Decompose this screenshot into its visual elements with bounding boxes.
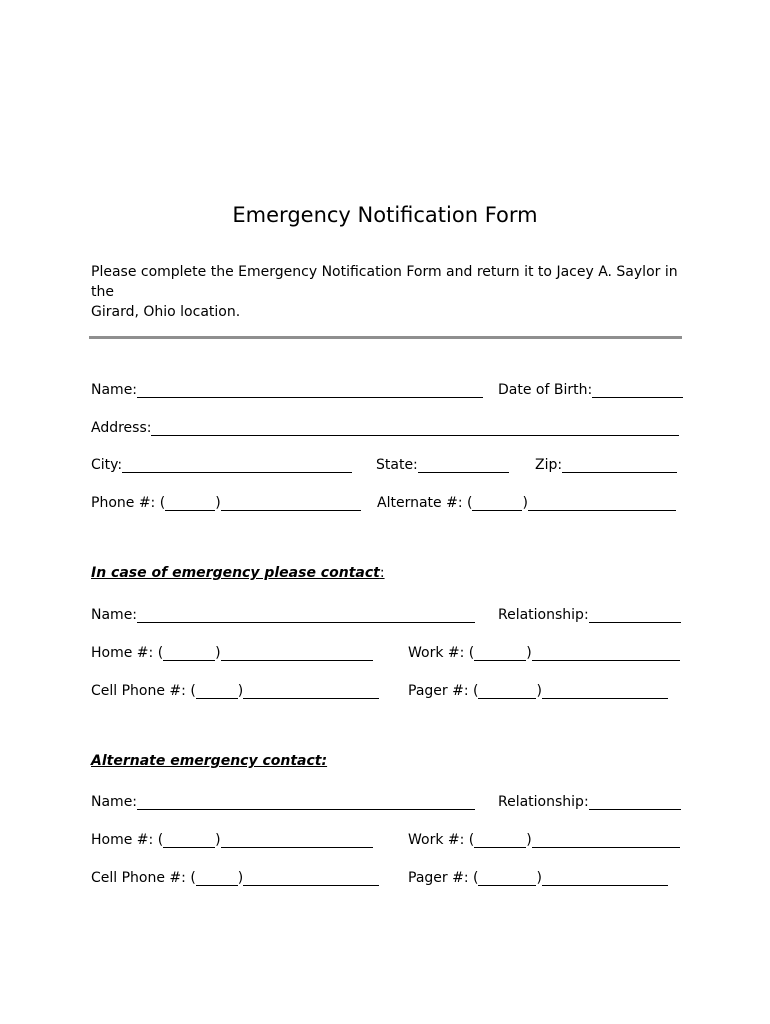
paren-close: ) <box>215 645 221 661</box>
alternate-cell-field[interactable] <box>91 866 379 886</box>
alternate-heading: Alternate emergency contact: <box>91 753 328 769</box>
employee-state-field[interactable] <box>376 453 509 473</box>
emergency-home-area-line[interactable] <box>163 646 215 661</box>
emergency-pager-label: Pager #: ( <box>408 683 479 699</box>
emergency-home-field[interactable] <box>91 641 373 661</box>
employee-zip-line[interactable] <box>562 458 677 473</box>
alternate-name-line[interactable] <box>137 795 475 810</box>
alternate-cell-area-line[interactable] <box>196 871 238 886</box>
divider-rule <box>89 336 682 339</box>
emergency-cell-label: Cell Phone #: ( <box>91 683 196 699</box>
emergency-home-label: Home #: ( <box>91 645 164 661</box>
alternate-relationship-line[interactable] <box>589 795 681 810</box>
employee-name-field[interactable] <box>91 378 483 398</box>
alternate-cell-label: Cell Phone #: ( <box>91 870 196 886</box>
employee-city-label: City: <box>91 457 123 473</box>
emergency-relationship-field[interactable] <box>498 603 681 623</box>
employee-address-field[interactable] <box>91 416 679 436</box>
alternate-work-area-line[interactable] <box>474 833 526 848</box>
employee-alternate-area-line[interactable] <box>472 496 522 511</box>
employee-address-line[interactable] <box>151 421 679 436</box>
alternate-name-label: Name: <box>91 794 138 810</box>
employee-address-label: Address: <box>91 420 152 436</box>
emergency-heading-text: In case of emergency please contact <box>91 565 380 581</box>
intro-line-1: Please complete the Emergency Notification Form and return it to Jacey A. Saylor in the <box>91 264 678 300</box>
employee-phone-area-line[interactable] <box>165 496 215 511</box>
employee-zip-label: Zip: <box>535 457 563 473</box>
emergency-heading-colon: : <box>379 565 385 581</box>
employee-name-line[interactable] <box>137 383 483 398</box>
paren-close: ) <box>237 870 244 886</box>
alternate-cell-line[interactable] <box>243 871 379 886</box>
employee-state-label: State: <box>376 457 418 473</box>
emergency-home-line[interactable] <box>221 646 373 661</box>
paren-close: ) <box>522 495 528 511</box>
paren-close: ) <box>536 683 542 699</box>
employee-zip-field[interactable] <box>535 453 677 473</box>
alternate-home-line[interactable] <box>221 833 373 848</box>
emergency-work-label: Work #: ( <box>408 645 475 661</box>
alternate-work-line[interactable] <box>532 833 680 848</box>
emergency-relationship-line[interactable] <box>589 608 681 623</box>
employee-phone-field[interactable] <box>91 491 361 511</box>
alternate-relationship-label: Relationship: <box>498 794 589 810</box>
employee-dob-field[interactable] <box>498 378 683 398</box>
paren-close: ) <box>215 832 221 848</box>
alternate-relationship-field[interactable] <box>498 790 681 810</box>
emergency-cell-line[interactable] <box>243 684 379 699</box>
emergency-pager-line[interactable] <box>542 684 668 699</box>
emergency-cell-area-line[interactable] <box>196 684 238 699</box>
employee-phone-label: Phone #: ( <box>91 495 166 511</box>
alternate-home-field[interactable] <box>91 828 373 848</box>
paren-close: ) <box>215 495 221 511</box>
emergency-work-field[interactable] <box>408 641 680 661</box>
alternate-home-area-line[interactable] <box>163 833 215 848</box>
alternate-pager-line[interactable] <box>542 871 668 886</box>
employee-phone-line[interactable] <box>221 496 361 511</box>
alternate-pager-area-line[interactable] <box>478 871 536 886</box>
employee-name-label: Name: <box>91 382 138 398</box>
employee-city-line[interactable] <box>122 458 352 473</box>
emergency-work-line[interactable] <box>532 646 680 661</box>
employee-dob-line[interactable] <box>592 383 683 398</box>
alternate-work-field[interactable] <box>408 828 680 848</box>
emergency-work-area-line[interactable] <box>474 646 526 661</box>
emergency-heading <box>91 565 385 581</box>
paren-close: ) <box>536 870 542 886</box>
alternate-work-label: Work #: ( <box>408 832 475 848</box>
emergency-name-line[interactable] <box>137 608 475 623</box>
intro-line-2: Girard, Ohio location. <box>91 304 241 320</box>
employee-alternate-label: Alternate #: ( <box>377 495 473 511</box>
employee-alternate-line[interactable] <box>528 496 676 511</box>
emergency-pager-area-line[interactable] <box>478 684 536 699</box>
emergency-pager-field[interactable] <box>408 679 668 699</box>
employee-dob-label: Date of Birth: <box>498 382 593 398</box>
alternate-pager-label: Pager #: ( <box>408 870 479 886</box>
emergency-name-label: Name: <box>91 607 138 623</box>
paren-close: ) <box>237 683 244 699</box>
form-title: Emergency Notification Form <box>232 203 538 227</box>
paren-close: ) <box>526 645 532 661</box>
alternate-home-label: Home #: ( <box>91 832 164 848</box>
emergency-cell-field[interactable] <box>91 679 379 699</box>
employee-state-line[interactable] <box>418 458 509 473</box>
emergency-relationship-label: Relationship: <box>498 607 589 623</box>
paren-close: ) <box>526 832 532 848</box>
emergency-name-field[interactable] <box>91 603 475 623</box>
employee-alternate-field[interactable] <box>377 491 676 511</box>
alternate-name-field[interactable] <box>91 790 475 810</box>
alternate-pager-field[interactable] <box>408 866 668 886</box>
employee-city-field[interactable] <box>91 453 352 473</box>
intro-text <box>91 262 691 322</box>
